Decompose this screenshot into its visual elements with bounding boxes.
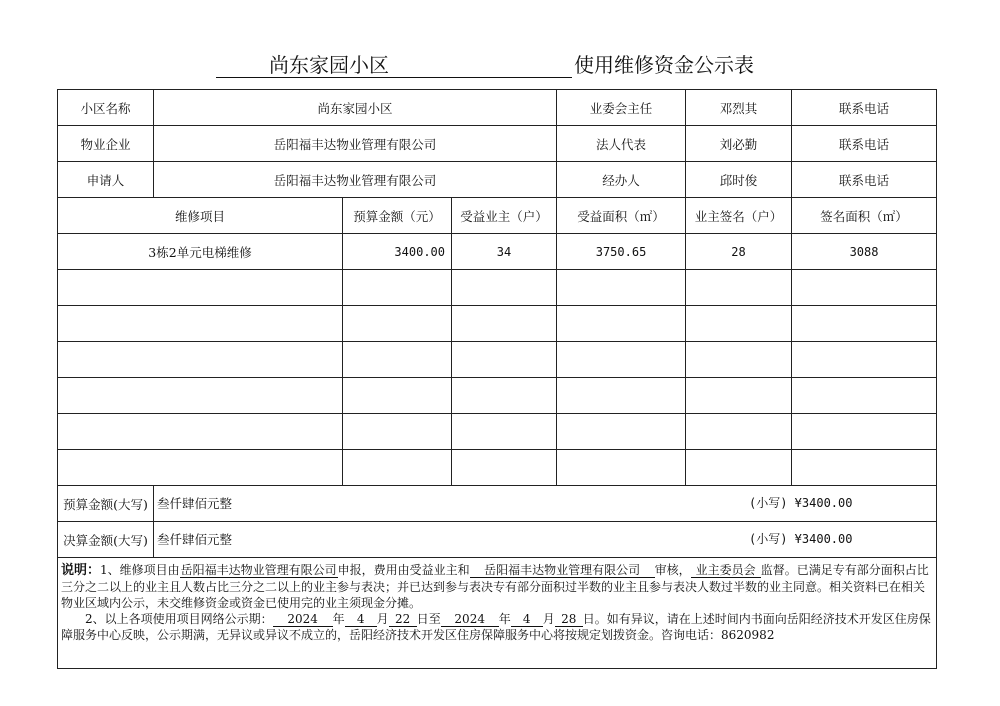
- note-to: 至: [428, 612, 441, 626]
- col-header-item: 维修项目: [58, 198, 343, 234]
- note-heading: 说明：: [61, 563, 101, 578]
- community-value: 尚东家园小区: [154, 90, 557, 126]
- handler-value: 邱时俊: [686, 162, 792, 198]
- empty-row: [58, 450, 937, 486]
- row-signed: 28: [686, 234, 792, 270]
- col-header-budget: 预算金额（元）: [343, 198, 452, 234]
- note-row: [58, 558, 937, 669]
- note-month-1: 4: [345, 613, 377, 627]
- empty-row: [58, 378, 937, 414]
- note-p2-a: 2、以上各项使用项目网络公示期：: [85, 612, 273, 626]
- empty-row: [58, 306, 937, 342]
- final-total-cell: [154, 522, 937, 558]
- col-header-signed: 业主签名（户）: [686, 198, 792, 234]
- page-title: [216, 50, 786, 80]
- note-month-2: 4: [511, 613, 543, 627]
- col-header-owners: 受益业主（户）: [452, 198, 557, 234]
- company-label: 物业企业: [58, 126, 154, 162]
- note-day-unit-2: 日: [582, 612, 595, 626]
- company-value: 岳阳福丰达物业管理有限公司: [154, 126, 557, 162]
- note-p1-applicant: 岳阳福丰达物业管理有限公司: [180, 563, 337, 577]
- column-header-row: [58, 198, 937, 234]
- info-row-company: [58, 126, 937, 162]
- note-year-1: 2024: [273, 613, 333, 627]
- budget-total-upper: 叁仟肆佰元整: [157, 496, 233, 511]
- note-month-unit-1: 月: [376, 612, 389, 626]
- note-p1-c: 审核，: [654, 563, 691, 577]
- note-day-1: 22: [389, 613, 417, 627]
- col-header-area: 受益面积（㎡）: [557, 198, 686, 234]
- row-area: 3750.65: [557, 234, 686, 270]
- director-value: 邓烈其: [686, 90, 792, 126]
- table-row: [58, 234, 937, 270]
- note-month-unit-2: 月: [542, 612, 555, 626]
- title-suffix: 使用维修资金公示表: [574, 53, 754, 77]
- col-header-signed-area: 签名面积（㎡）: [792, 198, 937, 234]
- row-budget: 3400.00: [343, 234, 452, 270]
- handler-label: 经办人: [557, 162, 686, 198]
- phone-label-3: 联系电话: [792, 162, 937, 198]
- note-day-unit-1: 日: [416, 612, 429, 626]
- final-total-upper: 叁仟肆佰元整: [157, 532, 233, 547]
- empty-row: [58, 270, 937, 306]
- empty-row: [58, 414, 937, 450]
- fund-table: [57, 89, 937, 669]
- note-p1-reviewer: 岳阳福丰达物业管理有限公司: [470, 564, 655, 578]
- empty-row: [58, 342, 937, 378]
- final-total-label: 决算金额(大写): [58, 522, 154, 558]
- budget-total-row: [58, 486, 937, 522]
- budget-total-cell: [154, 486, 937, 522]
- title-blank-underline: [442, 50, 572, 78]
- final-total-row: [58, 522, 937, 558]
- final-total-small: (小写) ¥3400.00: [749, 532, 853, 546]
- director-label: 业委会主任: [557, 90, 686, 126]
- row-owners: 34: [452, 234, 557, 270]
- note-year-unit-1: 年: [332, 612, 345, 626]
- budget-total-small: (小写) ¥3400.00: [749, 496, 853, 510]
- note-p1-d: 监督。已满足专有部分面积占比三分之二以上的业主且人数占比三分之二以上的业主参与表决；并已达到参与表决专有部分面积过半数的业主且参与表决人数过半数的业主同意。相关资料已在相关物业区域内公示，未交维修资金或资金已使用完的业主须现金分摊。: [61, 563, 929, 610]
- legal-value: 刘必勤: [686, 126, 792, 162]
- title-community: 尚东家园小区: [216, 50, 442, 78]
- row-item: 3栋2单元电梯维修: [58, 234, 343, 270]
- budget-total-label: 预算金额(大写): [58, 486, 154, 522]
- note-year-2: 2024: [441, 613, 499, 627]
- note-day-2: 28: [555, 613, 583, 627]
- applicant-value: 岳阳福丰达物业管理有限公司: [154, 162, 557, 198]
- note-p1-supervisor: 业主委员会: [691, 564, 761, 578]
- note-p1-a: 1、维修项目由: [100, 563, 180, 577]
- community-label: 小区名称: [58, 90, 154, 126]
- note-year-unit-2: 年: [498, 612, 511, 626]
- legal-label: 法人代表: [557, 126, 686, 162]
- info-row-applicant: [58, 162, 937, 198]
- phone-label-2: 联系电话: [792, 126, 937, 162]
- info-row-community: [58, 90, 937, 126]
- note-p2-b: 。如有异议，请在上述时间内书面向岳阳经济技术开发区住房保障服务中心反映，公示期满，无异议或异议不成立的，岳阳经济技术开发区住房保障服务中心将按规定划拨资金。咨询电话：8620982: [61, 612, 931, 642]
- phone-label-1: 联系电话: [792, 90, 937, 126]
- note-p1-b: 申报，费用由受益业主和: [337, 563, 470, 577]
- applicant-label: 申请人: [58, 162, 154, 198]
- note-cell: [58, 558, 937, 669]
- row-signed-area: 3088: [792, 234, 937, 270]
